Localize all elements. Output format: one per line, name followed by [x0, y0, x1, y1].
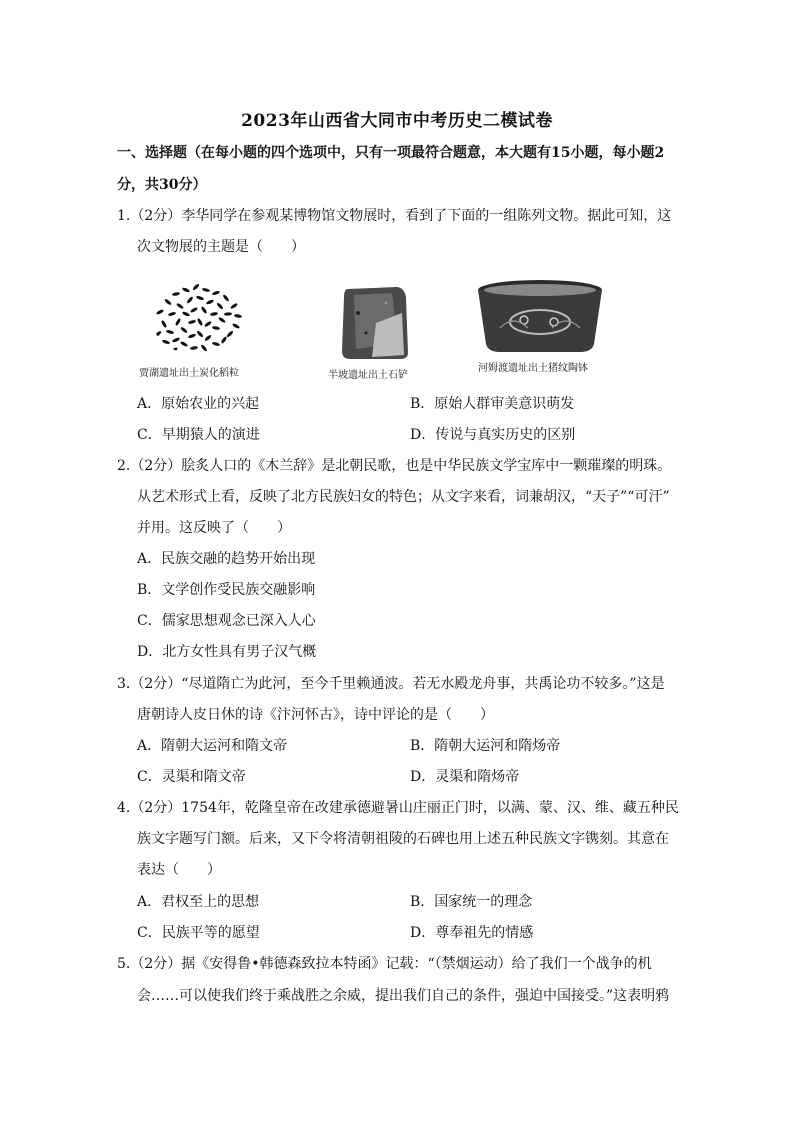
q4-option-c[interactable]: C．民族平等的愿望	[137, 925, 260, 941]
q1-text-line1: 1.（2分）李华同学在参观某博物馆文物展时，看到了下面的一组陈列文物。据此可知，这	[117, 208, 672, 224]
section-heading-line2: 分，共30分）	[117, 177, 207, 193]
q3-option-c[interactable]: C．灵渠和隋文帝	[137, 769, 246, 785]
q3-option-a[interactable]: A．隋朝大运河和隋文帝	[137, 738, 288, 754]
figure-label-rice: 贾湖遗址出土炭化稻粒	[139, 368, 239, 379]
section-heading-line1: 一、选择题（在每小题的四个选项中，只有一项最符合题意，本大题有15小题，每小题2	[117, 145, 665, 161]
q3-text-line2: 唐朝诗人皮日休的诗《汴河怀古》，诗中评论的是（ ）	[137, 707, 494, 723]
q1-option-d[interactable]: D．传说与真实历史的区别	[410, 427, 576, 443]
stone-spade-image	[336, 283, 416, 363]
q4-text-line2: 族文字题写门额。后来，又下令将清朝祖陵的石碑也用上述五种民族文字镌刻。其意在	[137, 831, 669, 847]
figure-label-pottery: 河姆渡遗址出土猪纹陶钵	[478, 363, 588, 374]
q4-text-line3: 表达（ ）	[137, 862, 221, 878]
q1-option-c[interactable]: C．早期猿人的演进	[137, 427, 260, 443]
q1-option-a[interactable]: A．原始农业的兴起	[137, 396, 260, 412]
carbonized-rice-image	[150, 282, 246, 356]
q4-option-b[interactable]: B．国家统一的理念	[410, 894, 533, 910]
q3-text-line1: 3.（2分）“尽道隋亡为此河，至今千里赖通波。若无水殿龙舟事，共禹论功不较多。”这是	[117, 676, 665, 692]
q2-option-b[interactable]: B．文学创作受民族交融影响	[137, 582, 316, 598]
q2-text-line2: 从艺术形式上看，反映了北方民族妇女的特色；从文字来看，词兼胡汉，“天子”“可汗”	[137, 489, 670, 505]
figure-label-spade: 半坡遗址出土石铲	[328, 370, 408, 381]
q4-option-a[interactable]: A．君权至上的思想	[137, 894, 260, 910]
page-title: 2023年山西省大同市中考历史二模试卷	[241, 111, 553, 131]
q1-text-line2: 次文物展的主题是（ ）	[137, 239, 305, 255]
q2-text-line3: 并用。这反映了（ ）	[137, 520, 291, 536]
q3-option-b[interactable]: B．隋朝大运河和隋炀帝	[410, 738, 561, 754]
pottery-bowl-image	[474, 278, 606, 356]
q2-text-line1: 2.（2分）脍炙人口的《木兰辞》是北朝民歌，也是中华民族文学宝库中一颗璀璨的明珠。	[117, 458, 672, 474]
q1-option-b[interactable]: B．原始人群审美意识萌发	[410, 396, 575, 412]
q2-option-a[interactable]: A．民族交融的趋势开始出现	[137, 551, 316, 567]
q5-text-line2: 会……可以使我们终于乘战胜之余威，提出我们自己的条件，强迫中国接受。”这表明鸦	[137, 988, 670, 1004]
q3-option-d[interactable]: D．灵渠和隋炀帝	[410, 769, 520, 785]
q2-option-d[interactable]: D．北方女性具有男子汉气概	[137, 644, 317, 660]
q2-option-c[interactable]: C．儒家思想观念已深入人心	[137, 613, 316, 629]
q4-option-d[interactable]: D．尊奉祖先的情感	[410, 925, 534, 941]
q4-text-line1: 4.（2分）1754年，乾隆皇帝在改建承德避暑山庄丽正门时，以满、蒙、汉、维、藏五种民	[117, 800, 679, 816]
q5-text-line1: 5.（2分）据《安得鲁•韩德森致拉本特函》记载：“（禁烟运动）给了我们一个战争的机	[117, 956, 652, 972]
